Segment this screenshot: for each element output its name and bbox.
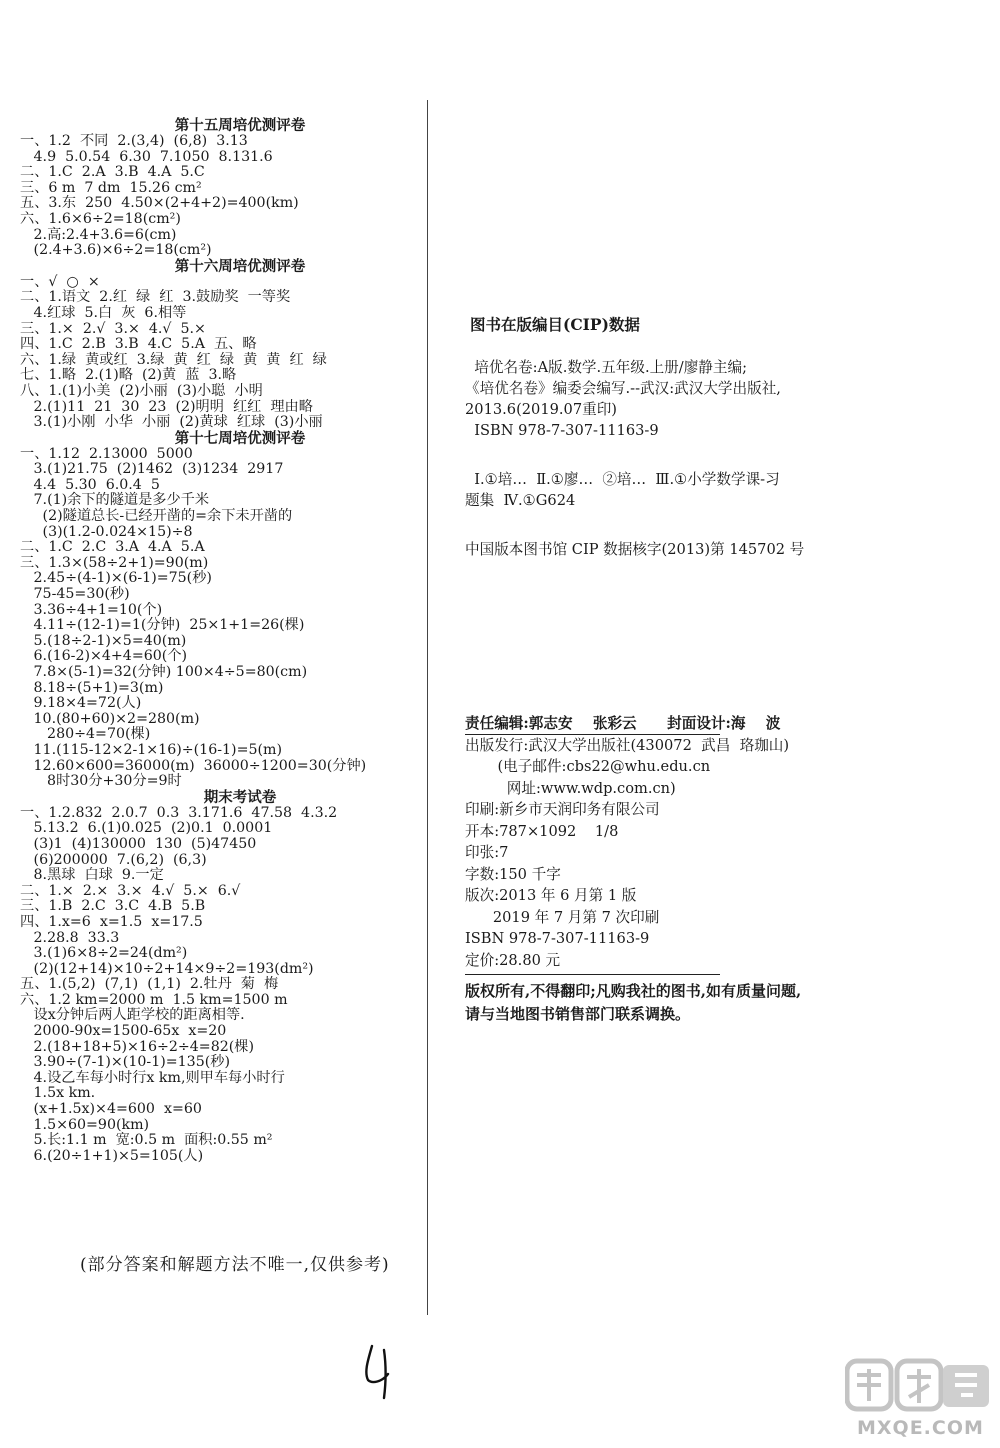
answer-line: 6.(16-2)×4+4=60(个)	[20, 648, 188, 665]
answer-line: 10.(80+60)×2=280(m)	[20, 710, 200, 727]
answer-line: 4.设乙车每小时行x km,则甲车每小时行	[20, 1069, 285, 1086]
answer-line: 二、1.× 2.× 3.× 4.√ 5.× 6.√	[20, 882, 241, 899]
answer-footnote: (部分答案和解题方法不唯一,仅供参考)	[80, 1255, 390, 1275]
imprint-block	[465, 713, 845, 971]
answer-line: 四、1.C 2.B 3.B 4.C 5.A 五、略	[20, 336, 257, 353]
answer-line: 4.9 5.0.54 6.30 7.1050 8.131.6	[20, 148, 273, 165]
answer-line: 2.45÷(4-1)×(6-1)=75(秒)	[20, 570, 212, 587]
answer-line: 4.11÷(12-1)=1(分钟) 25×1+1=26(棵)	[20, 617, 305, 634]
watermark-url: MXQE.COM	[857, 1417, 984, 1439]
section-title: 期末考试卷	[203, 788, 277, 806]
answer-line: 1.5x km.	[20, 1085, 96, 1102]
imprint-email: (电子邮件:cbs22@whu.edu.cn	[465, 758, 711, 775]
answer-line: 7.(1)余下的隧道是多少千米	[20, 492, 210, 509]
answer-line: 七、1.略 2.(1)略 (2)黄 蓝 3.略	[20, 367, 237, 384]
answer-line: 280÷4=70(棵)	[20, 726, 151, 743]
answer-line: 二、1.语文 2.红 绿 红 3.鼓励奖 一等奖	[20, 289, 291, 306]
answer-line: 六、1.6×6÷2=18(cm²)	[20, 210, 181, 227]
answer-line: 八、1.(1)小美 (2)小丽 (3)小聪 小明	[20, 382, 263, 399]
imprint-format: 开本:787×1092 1/8	[465, 822, 619, 840]
answer-line: 2.高:2.4+3.6=6(cm)	[20, 226, 177, 243]
answer-key	[20, 118, 420, 1164]
section-title: 第十七周培优测评卷	[174, 429, 306, 447]
answer-line: 8.黑球 白球 9.一定	[20, 867, 164, 884]
answer-line: (3)(1.2-0.024×15)÷8	[20, 523, 193, 540]
answer-line: 2.(1)11 21 30 23 (2)明明 红红 理由略	[20, 398, 313, 415]
answer-line: 三、1.× 2.√ 3.× 4.√ 5.×	[20, 320, 206, 337]
answer-line: 4.4 5.30 6.0.4 5	[20, 476, 160, 493]
cip-line: 《培优名卷》编委会编写.--武汉:武汉大学出版社,	[465, 380, 781, 397]
answer-line: 五、3.东 250 4.50×(2+4+2)=400(km)	[20, 195, 299, 212]
section-title: 第十六周培优测评卷	[174, 257, 306, 275]
cip-classification: 题集 Ⅳ.①G624	[465, 492, 576, 509]
answer-line: 3.(1)小刚 小华 小丽 (2)黄球 红球 (3)小丽	[20, 414, 323, 431]
answer-line: 5.13.2 6.(1)0.025 (2)0.1 0.0001	[20, 820, 273, 837]
imprint-printing: 2019 年 7 月第 7 次印刷	[465, 908, 660, 926]
watermark-logo-icon	[845, 1355, 990, 1417]
cip-classification: Ⅰ.①培… Ⅱ.①廖… ②培… Ⅲ.①小学数学课-习	[465, 471, 780, 488]
handwritten-mark	[358, 1342, 398, 1402]
answer-line: 3.(1)21.75 (2)1462 (3)1234 2917	[20, 461, 284, 478]
answer-line: 9.18×4=72(人)	[20, 695, 142, 712]
answer-line: 8时30分+30分=9时	[20, 773, 182, 790]
imprint-printer: 印刷:新乡市天润印务有限公司	[465, 801, 660, 818]
section-title: 第十五周培优测评卷	[174, 117, 306, 134]
answer-line: 六、1.绿 黄或红 3.绿 黄 红 绿 黄 黄 红 绿	[20, 351, 327, 368]
imprint-words: 字数:150 千字	[465, 865, 561, 883]
answer-line: 6.(20÷1+1)×5=105(人)	[20, 1147, 204, 1164]
answer-line: 3.90÷(7-1)×(10-1)=135(秒)	[20, 1054, 230, 1071]
answer-line: 4.红球 5.白 灰 6.相等	[20, 304, 187, 321]
notice-line: 请与当地图书销售部门联系调换。	[465, 1005, 691, 1023]
site-watermark	[845, 1355, 990, 1443]
answer-line: 11.(115-12×2-1×16)÷(16-1)=5(m)	[20, 741, 283, 758]
answer-line: 设x分钟后两人距学校的距离相等.	[20, 1007, 245, 1024]
answer-line: (3)1 (4)130000 130 (5)47450	[20, 835, 257, 852]
answer-line: (x+1.5x)×4=600 x=60	[20, 1101, 202, 1118]
answer-line: 二、1.C 2.A 3.B 4.A 5.C	[20, 164, 205, 181]
imprint-editors: 责任编辑:郭志安 张彩云 封面设计:海 波	[465, 715, 781, 732]
answer-line: 三、1.3×(58÷2+1)=90(m)	[20, 554, 209, 571]
answer-line: 12.60×600=36000(m) 36000÷1200=30(分钟)	[20, 757, 367, 774]
answer-line: 5.(18÷2-1)×5=40(m)	[20, 632, 187, 649]
answer-line: (2.4+3.6)×6÷2=18(cm²)	[20, 242, 212, 259]
notice-line: 版权所有,不得翻印;凡购我社的图书,如有质量问题,	[465, 982, 802, 1000]
imprint-rule-top	[465, 734, 720, 735]
answer-line: 四、1.x=6 x=1.5 x=17.5	[20, 913, 203, 930]
column-divider	[427, 100, 428, 1315]
answer-line: (2)(12+14)×10÷2+14×9÷2=193(dm²)	[20, 960, 314, 977]
cip-line: 培优名卷:A版.数学.五年级.上册/廖静主编;	[465, 359, 747, 376]
answer-line: 一、√ ○ ×	[20, 273, 100, 290]
answer-line: 一、1.2.832 2.0.7 0.3 3.171.6 47.58 4.3.2	[20, 804, 338, 821]
answer-line: 一、1.2 不同 2.(3,4) (6,8) 3.13	[20, 133, 248, 149]
cip-isbn: ISBN 978-7-307-11163-9	[465, 422, 659, 439]
copyright-notice	[465, 980, 865, 1026]
answer-line: 8.18÷(5+1)=3(m)	[20, 679, 164, 696]
answer-line: (6)200000 7.(6,2) (6,3)	[20, 851, 207, 868]
imprint-publisher: 出版发行:武汉大学出版社(430072 武昌 珞珈山)	[465, 736, 790, 754]
imprint-isbn: ISBN 978-7-307-11163-9	[465, 930, 650, 947]
answer-line: 75-45=30(秒)	[20, 586, 130, 603]
answer-line: 7.8×(5-1)=32(分钟) 100×4÷5=80(cm)	[20, 664, 308, 680]
imprint-website: 网址:www.wdp.com.cn)	[465, 779, 676, 797]
answer-line: 1.5×60=90(km)	[20, 1116, 150, 1133]
answer-line: 3.(1)6×8÷2=24(dm²)	[20, 945, 188, 962]
answer-line: 2000-90x=1500-65x x=20	[20, 1023, 227, 1040]
answer-line: 3.36÷4+1=10(个)	[20, 601, 163, 618]
answer-line: 5.长:1.1 m 宽:0.5 m 面积:0.55 m²	[20, 1132, 273, 1149]
cip-title: 图书在版编目(CIP)数据	[470, 315, 640, 334]
answer-line: 二、1.C 2.C 3.A 4.A 5.A	[20, 539, 205, 556]
answer-line: 五、1.(5,2) (7,1) (1,1) 2.牡丹 菊 梅	[20, 976, 279, 993]
imprint-edition: 版次:2013 年 6 月第 1 版	[465, 887, 637, 904]
answer-line: (2)隧道总长-已经开凿的=余下未开凿的	[20, 508, 293, 525]
imprint-sheets: 印张:7	[465, 844, 509, 861]
cip-number: 中国版本图书馆 CIP 数据核字(2013)第 145702 号	[465, 541, 805, 558]
cip-line: 2013.6(2019.07重印)	[465, 401, 617, 418]
answer-line: 三、1.B 2.C 3.C 4.B 5.B	[20, 898, 206, 915]
answer-line: 三、6 m 7 dm 15.26 cm²	[20, 179, 202, 196]
answer-line: 六、1.2 km=2000 m 1.5 km=1500 m	[20, 991, 288, 1008]
imprint-rule-bottom	[465, 974, 720, 975]
answer-line: 2.(18+18+5)×16÷2÷4=82(棵)	[20, 1038, 255, 1055]
answer-line: 2.28.8 33.3	[20, 929, 120, 946]
cip-data-block	[465, 313, 845, 560]
imprint-price: 定价:28.80 元	[465, 951, 561, 969]
answer-line: 一、1.12 2.13000 5000	[20, 445, 193, 462]
